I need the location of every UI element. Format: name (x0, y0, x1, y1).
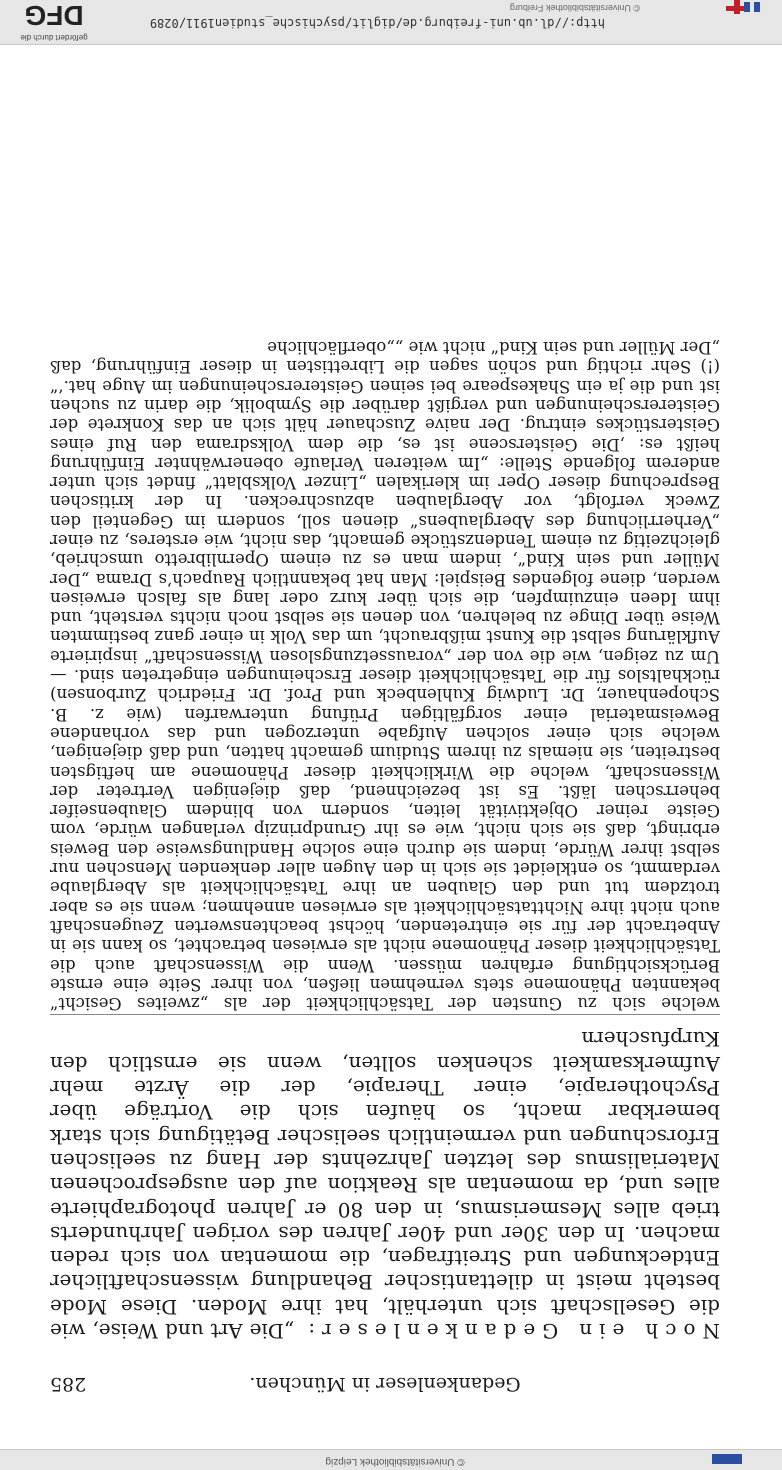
footnote-divider (50, 1014, 720, 1015)
footnote-block (50, 338, 720, 1013)
page-number: 285 (50, 1373, 87, 1395)
browser-bottom-bar (0, 1449, 782, 1470)
dfg-logo-text: DFG (24, 0, 84, 31)
intro-paragraph (50, 1027, 720, 1343)
page-header (50, 1361, 720, 1395)
color-marker (712, 1454, 742, 1464)
dfg-logo-subtitle: gefördert durch die (20, 33, 88, 42)
page-url[interactable]: http://dl.ub.uni-freiburg.de/diglit/psychische_studien1911/0289 (149, 16, 605, 30)
intro-heading: Noch ein Gedankenleser: (301, 1319, 720, 1343)
browser-top-bar (0, 0, 782, 45)
university-logo-icon (712, 0, 772, 40)
document-page (50, 170, 720, 1395)
library-credit-top: © Universitätsbibliothek Freiburg (509, 3, 640, 13)
body-paragraph: welche sich zu Gunsten der Tatsächlichkeit der als „zweites Gesicht“ bekannten Phänomene stets vernehmen ließen, von ihrer Seite eine ernste Berücksichtigung erfahren müssen. Wenn die Wissenschaft auch die Tatsächlichkeit dieser Phänomene nicht als erwiesen betrachtet, so kann sie in Anbetracht der für sie eintretenden, höchst beachtenswerten Zeugenschaft auch nicht ihre Nichttatsächlichkeit als erwiesen annehmen; wenn sie es aber trotzdem tut und den Glauben an ihre Tatsächlichkeit als Aberglaube verdammt, so entkleidet sie sich in den Augen aller denkenden Menschen nur selbst ihrer Würde, indem sie durch eine solche Handlungsweise den Beweis erbringt, daß sie sich nicht, wie es ihr Grundprinzip verlangen würde, vom Geiste reiner Objektivität leiten, sondern von blindem Glaubenseifer beherrschen läßt. Es ist bezeichnend, daß diejenigen Vertreter der Wissenschaft, welche die Wirklichkeit dieser Phänomene am heftigsten bestreiten, sie niemals zu ihrem Studium gemacht hatten, und daß diejenigen, welche sich einer solchen Aufgabe unterzogen und das vorhandene Beweismaterial einer sorgfältigen Prüfung unterwarfen (wie z. B. Schopenhauer, Dr. Ludwig Kuhlenbeck und Prof. Dr. Friedrich Zurbonsen) rückhaltslos für die Tatsächlichkeit dieser Erscheinungen eingetreten sind. — Um zu zeigen, wie die von der „voraussetzungslosen Wissenschaft“ inspirierte Aufklärung selbst die Kunst mißbraucht, um das Volk in einer ganz bestimmten Weise über Dinge zu belehren, von denen sie selbst noch nichts versteht, und ihm Ideen einzuimpfen, die sich über kurz oder lang als falsch erweisen werden, diene folgendes Beispiel: Man hat bekanntlich Raupach’s Drama „Der Müller und sein Kind“, indem man es zu einem Opernlibretto umschrieb, gleichzeitig zu einem Tendenzstücke gemacht, das nicht, wie ersteres, zu einer „Verherrlichung des Aberglaubens“ dienen soll, sondern im Gegenteil den Zweck verfolgt, vor Aberglauben abzuschrecken. In der kritischen Besprechung dieser Oper im klerikalen „Linzer Volksblatt“ findet sich unter anderem folgende Stelle: „Im weiteren Verlaufe obenerwähnter Einführung heißt es: ‚Die Geisterscene ist es, die dem Volksdrama den Ruf eines Geisterstückes eintrug. Der naive Zuschauer hält sich an das Konkrete der Geistererscheinungen und vergißt darüber die Symbolik, die darin zu suchen ist und die ja ein Shakespeare bei seinen Geistererscheinungen im Auge hat.‘“ (!) Sehr richtig und schön sagen die Librettisten in dieser Einführung, daß „Der Müller und sein Kind“ nicht wie „„oberflächliche (50, 338, 720, 1014)
running-title: Gedankenleser in München. (249, 1373, 521, 1395)
dfg-logo[interactable] (6, 0, 102, 44)
library-credit-bottom: © Universitätsbibliothek Leipzig (325, 1456, 465, 1467)
intro-text: „Die Art und Weise, wie die Gesellschaft sich unterhält, hat ihre Moden. Diese Mode besteht meist in dilettantischer Behandlung wissenschaftlicher Entdeckungen und Streitfragen, die momentan von sich reden machen. In den 30er und 40er Jahren des vorigen Jahrhunderts trieb alles Mesmerismus, in den 80 er Jahren photographierte alles und, da momentan als Reaktion auf den ausgesprochenen Materialismus des letzten Jahrzehnts der Hang zu seelischen Erforschungen und vermeintlich seelischer Betätigung sich stark bemerkbar macht, so häufen sich die Vorträge über Psychotherapie, einer Therapie, der die Ärzte mehr Aufmerksamkeit schenken sollten, wenn sie ernstlich den Kurpfuschern (50, 1027, 720, 1343)
